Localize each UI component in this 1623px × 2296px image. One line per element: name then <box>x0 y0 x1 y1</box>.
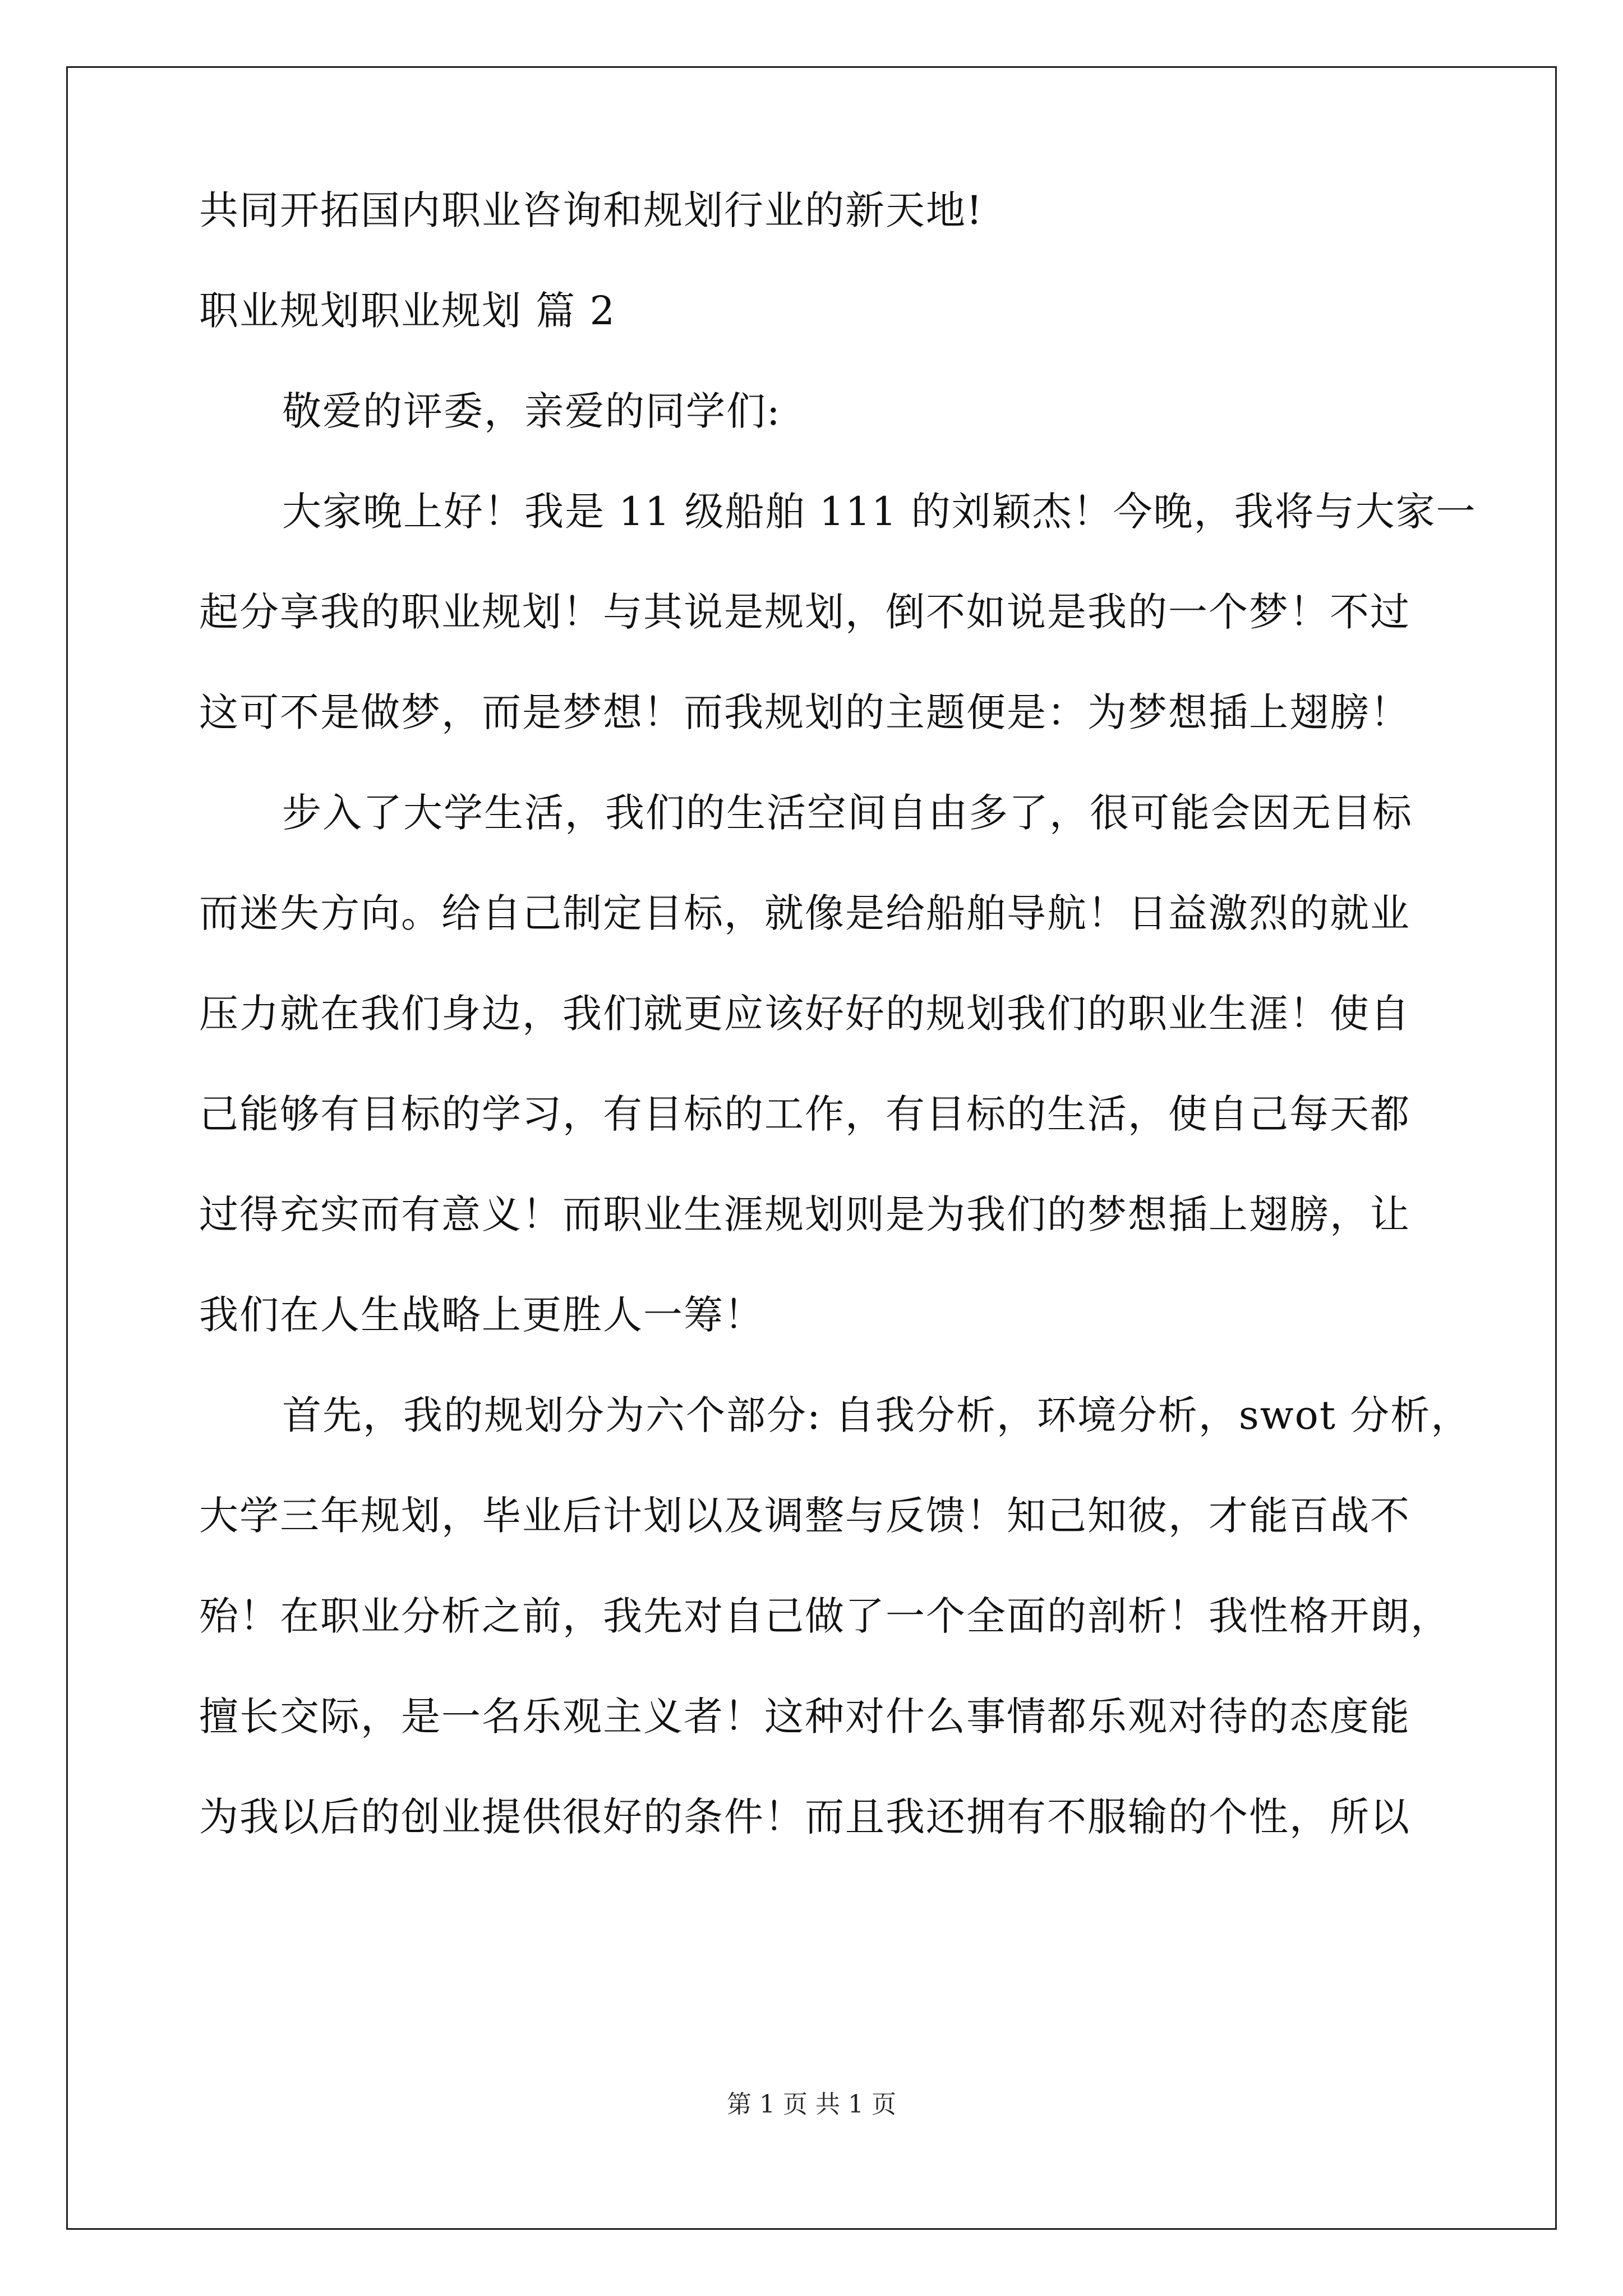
text-line: 而迷失方向。给自己制定目标，就像是给船舶导航！日益激烈的就业 <box>199 890 1410 936</box>
text-line: 压力就在我们身边，我们就更应该好好的规划我们的职业生涯！使自 <box>199 991 1410 1037</box>
text-line: 我们在人生战略上更胜人一筹！ <box>199 1292 764 1338</box>
text-line: 殆！在职业分析之前，我先对自己做了一个全面的剖析！我性格开朗， <box>199 1593 1451 1639</box>
text-line: 大学三年规划，毕业后计划以及调整与反馈！知己知彼，才能百战不 <box>199 1493 1410 1539</box>
salutation: 敬爱的评委，亲爱的同学们: <box>282 388 781 434</box>
text-line: 己能够有目标的学习，有目标的工作，有目标的生活，使自己每天都 <box>199 1091 1410 1137</box>
text-line: 共同开拓国内职业咨询和规划行业的新天地! <box>199 187 984 233</box>
page-number-footer: 第 1 页 共 1 页 <box>727 2090 896 2119</box>
text-line: 首先，我的规划分为六个部分: 自我分析，环境分析，swot 分析， <box>282 1392 1472 1438</box>
text-line: 为我以后的创业提供很好的条件！而且我还拥有不服输的个性，所以 <box>199 1794 1410 1840</box>
text-line: 大家晚上好！我是 11 级船舶 111 的刘颖杰！今晚，我将与大家一 <box>282 489 1477 535</box>
text-line: 过得充实而有意义！而职业生涯规划则是为我们的梦想插上翅膀，让 <box>199 1191 1410 1237</box>
text-line: 起分享我的职业规划！与其说是规划，倒不如说是我的一个梦！不过 <box>199 589 1410 635</box>
document-body <box>199 185 1477 1892</box>
section-heading: 职业规划职业规划 篇 2 <box>199 288 616 334</box>
text-line: 这可不是做梦，而是梦想！而我规划的主题便是：为梦想插上翅膀！ <box>199 689 1410 735</box>
text-line: 步入了大学生活，我们的生活空间自由多了，很可能会因无目标 <box>282 790 1413 836</box>
text-line: 擅长交际，是一名乐观主义者！这种对什么事情都乐观对待的态度能 <box>199 1694 1410 1740</box>
